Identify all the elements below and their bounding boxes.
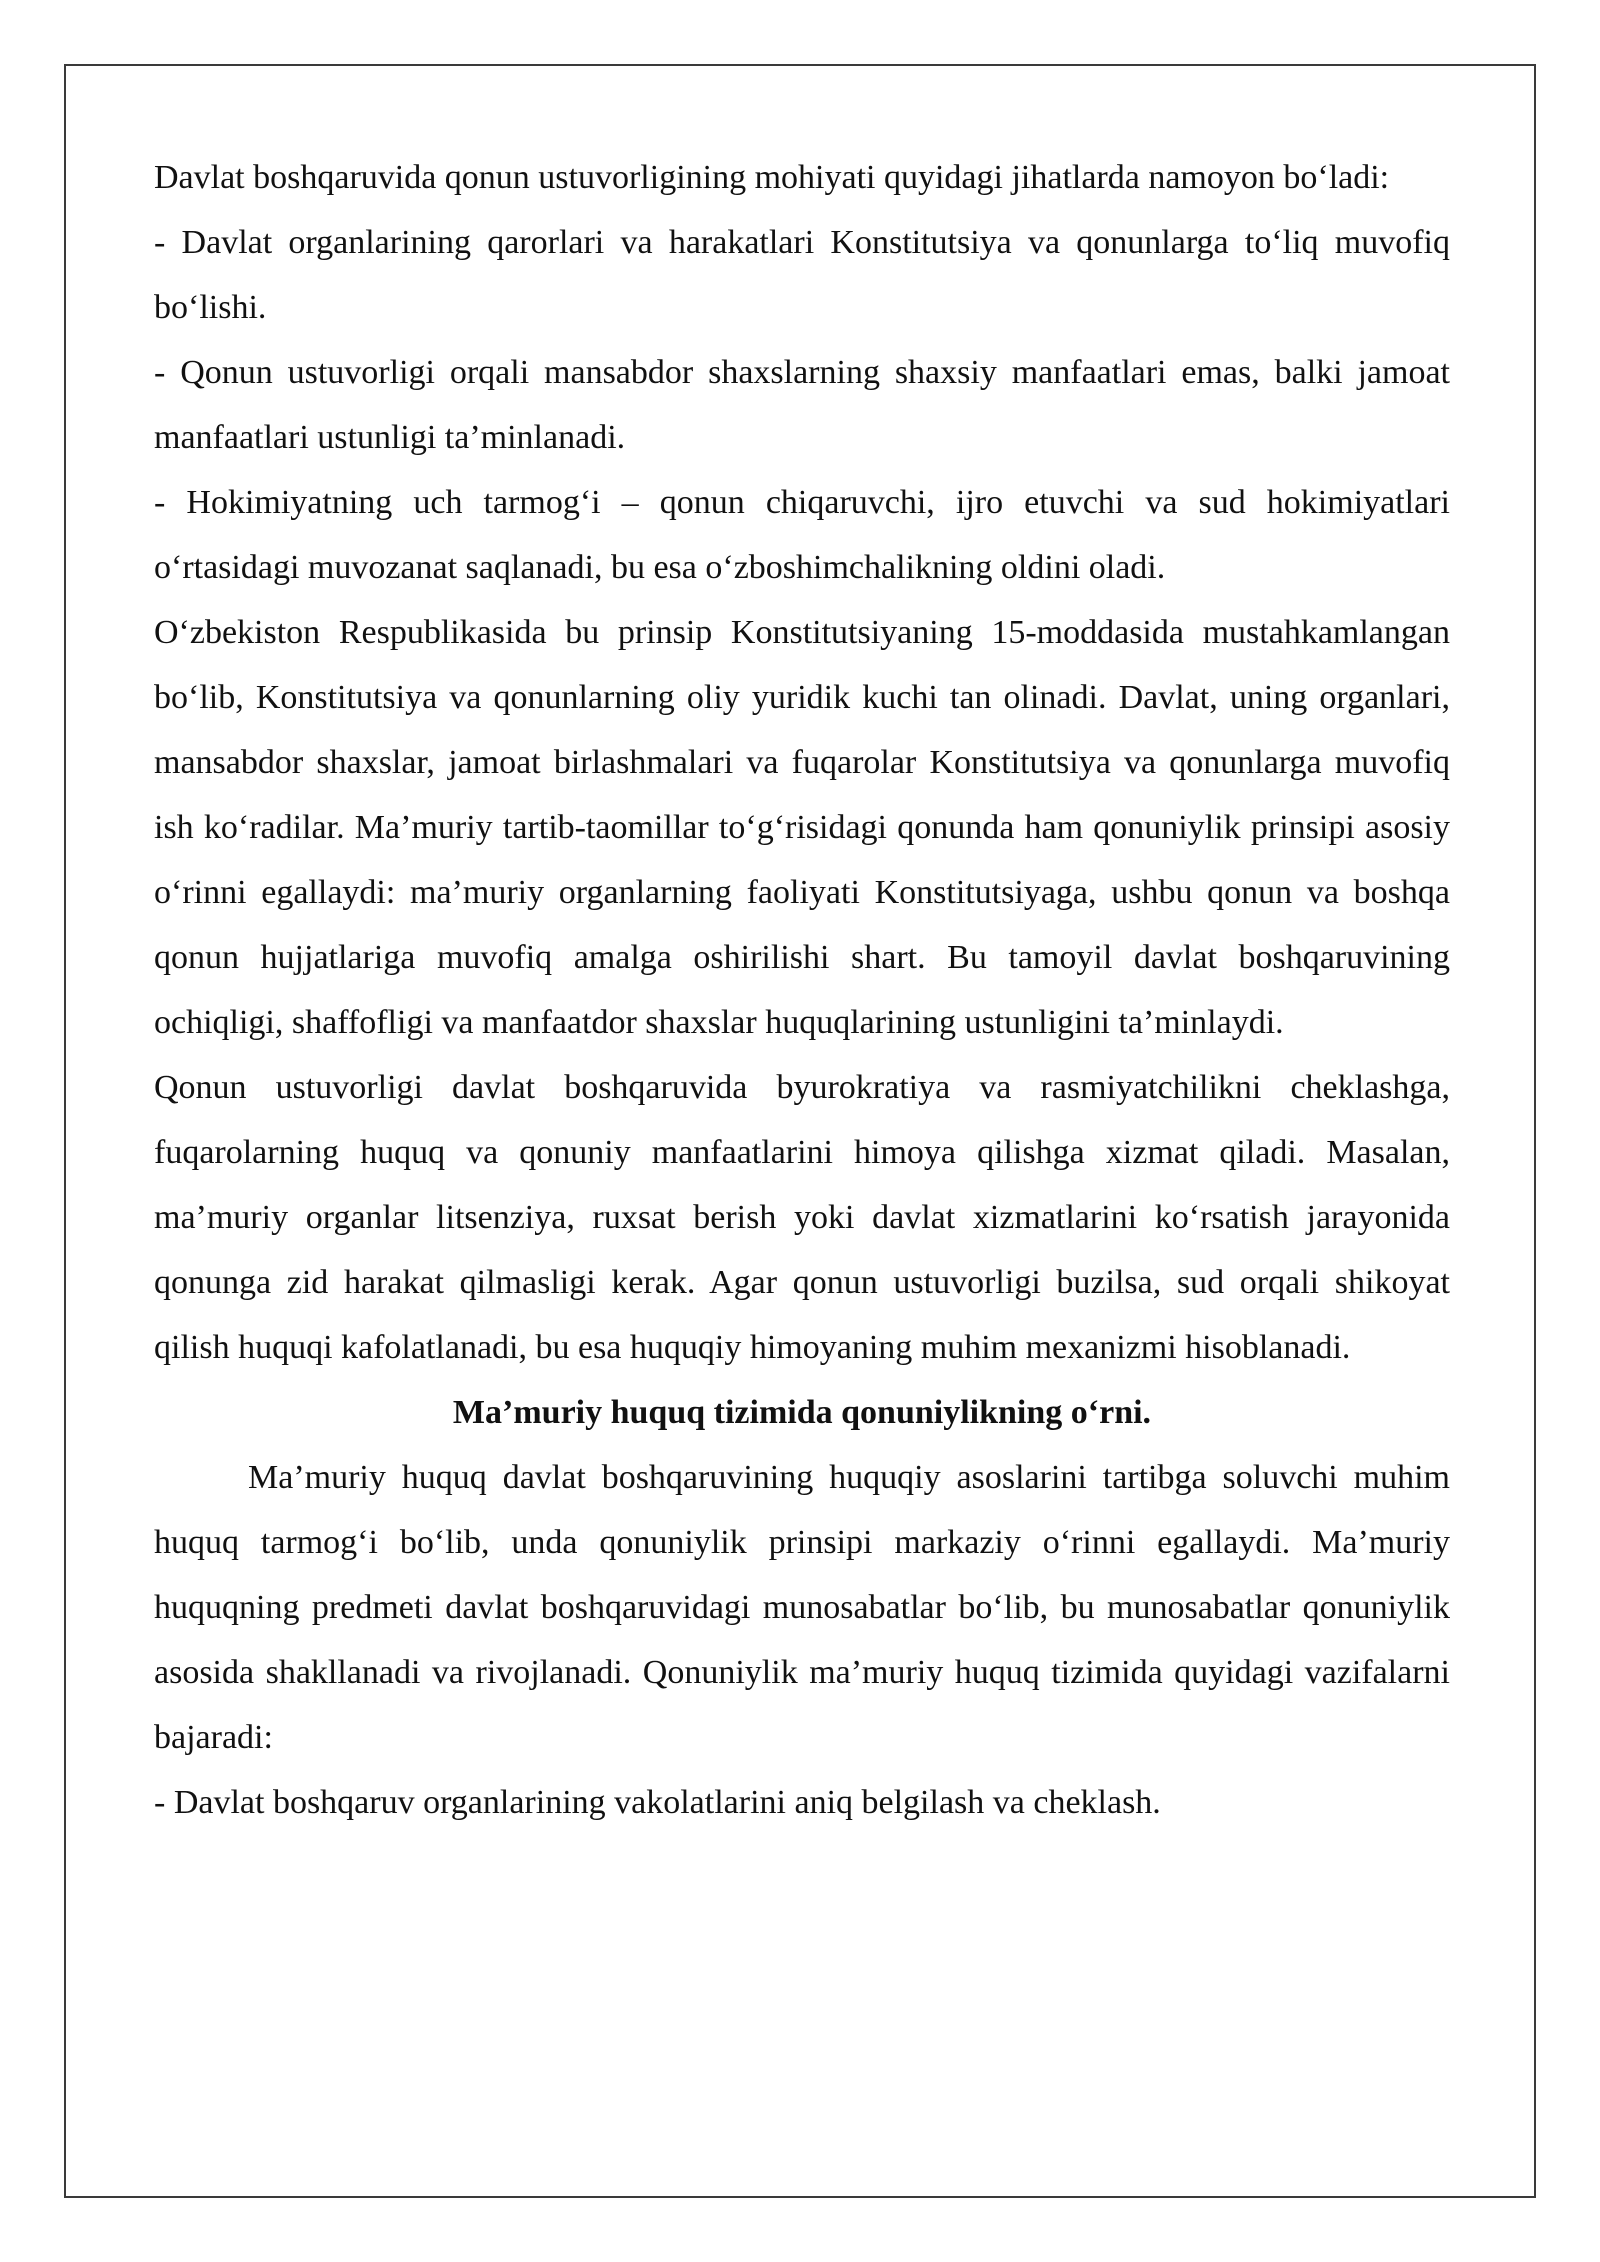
- bullet-item: - Davlat boshqaruv organlarining vakolatlarini aniq belgilash va cheklash.: [154, 1784, 1161, 1821]
- body-paragraph: O‘zbekiston Respublikasida bu prinsip Konstitutsiyaning 15-moddasida mustahkamlangan bo‘lib, Konstitutsiya va qonunlarning oliy yuridik kuchi tan olinadi. Davlat, uning organlari, mansabdor shaxslar, jamoat birlashmalari va fuqarolar Konstitutsiya va qonunlarga muvofiq ish ko‘radilar. Ma’muriy tartib-taomillar to‘g‘risidagi qonunda ham qonuniylik prinsipi asosiy o‘rinni egallaydi: ma’muriy organlarning faoliyati Konstitutsiyaga, ushbu qonun va boshqa qonun hujjatlariga muvofiq amalga oshirilishi shart. Bu tamoyil davlat boshqaruvining ochiqligi, shaffofligi va manfaatdor shaxslar huquqlarining ustunligini ta’minlaydi.: [154, 614, 1450, 1041]
- bullet-item: - Qonun ustuvorligi orqali mansabdor shaxslarning shaxsiy manfaatlari emas, balki jamoat manfaatlari ustunligi ta’minlanadi.: [154, 354, 1450, 456]
- intro-paragraph: Davlat boshqaruvida qonun ustuvorligining mohiyati quyidagi jihatlarda namoyon bo‘ladi:: [154, 159, 1390, 196]
- document-body: [154, 145, 1450, 1835]
- bullet-item: - Davlat organlarining qarorlari va harakatlari Konstitutsiya va qonunlarga to‘liq muvofiq bo‘lishi.: [154, 224, 1450, 326]
- body-paragraph: Ma’muriy huquq davlat boshqaruvining huquqiy asoslarini tartibga soluvchi muhim huquq tarmog‘i bo‘lib, unda qonuniylik prinsipi markaziy o‘rinni egallaydi. Ma’muriy huquqning predmeti davlat boshqaruvidagi munosabatlar bo‘lib, bu munosabatlar qonuniylik asosida shakllanadi va rivojlanadi. Qonuniylik ma’muriy huquq tizimida quyidagi vazifalarni bajaradi:: [154, 1459, 1450, 1756]
- body-paragraph: Qonun ustuvorligi davlat boshqaruvida byurokratiya va rasmiyatchilikni cheklashga, fuqarolarning huquq va qonuniy manfaatlarini himoya qilishga xizmat qiladi. Masalan, ma’muriy organlar litsenziya, ruxsat berish yoki davlat xizmatlarini ko‘rsatish jarayonida qonunga zid harakat qilmasligi kerak. Agar qonun ustuvorligi buzilsa, sud orqali shikoyat qilish huquqi kafolatlanadi, bu esa huquqiy himoyaning muhim mexanizmi hisoblanadi.: [154, 1069, 1450, 1366]
- bullet-item: - Hokimiyatning uch tarmog‘i – qonun chiqaruvchi, ijro etuvchi va sud hokimiyatlari o‘rtasidagi muvozanat saqlanadi, bu esa o‘zboshimchalikning oldini oladi.: [154, 484, 1450, 586]
- section-heading: Ma’muriy huquq tizimida qonuniylikning o‘rni.: [452, 1394, 1152, 1431]
